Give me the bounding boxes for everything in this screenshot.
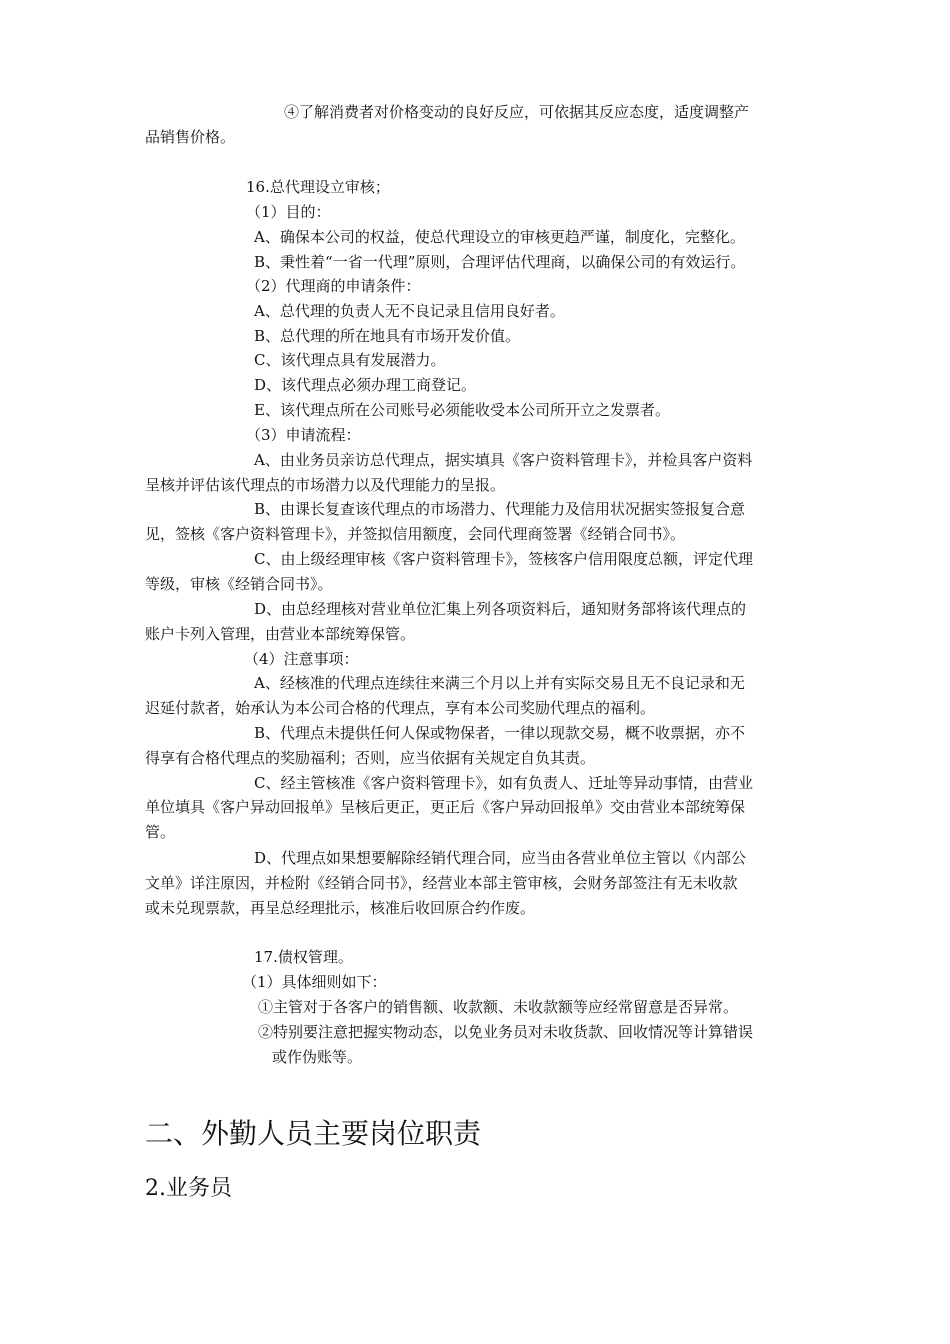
text-line: 等级，审核《经销合同书》。 [145,575,333,593]
text-line: 呈核并评估该代理点的市场潜力以及代理能力的呈报。 [145,476,506,494]
text-line: 或作伪账等。 [272,1048,363,1066]
text-line: （2）代理商的申请条件： [246,277,421,295]
text-line: （1）具体细则如下： [242,973,387,991]
text-line: 得享有合格代理点的奖励福利；否则，应当依据有关规定自负其责。 [145,749,596,767]
text-line: B、代理点未提供任何人保或物保者，一律以现款交易，概不收票据，亦不 [254,724,746,742]
text-line: （1）目的： [246,203,331,221]
text-line: ④了解消费者对价格变动的良好反应，可依据其反应态度，适度调整产 [284,103,750,121]
text-line: A、由业务员亲访总代理点，据实填具《客户资料管理卡》，并检具客户资料 [254,451,753,469]
section-title: 17.债权管理。 [254,948,353,966]
text-line: 品销售价格。 [145,128,236,146]
section-title: 16.总代理设立审核； [246,178,390,196]
text-line: 管。 [145,823,176,841]
text-line: ①主管对于各客户的销售额、收款额、未收款额等应经常留意是否异常。 [258,998,739,1016]
text-line: C、由上级经理审核《客户资料管理卡》，签核客户信用限度总额，评定代理 [254,550,753,568]
text-line: E、该代理点所在公司账号必须能收受本公司所开立之发票者。 [254,401,670,419]
text-line: ②特别要注意把握实物动态，以免业务员对未收货款、回收情况等计算错误 [258,1023,754,1041]
text-line: 账户卡列入管理，由营业本部统筹保管。 [145,625,416,643]
text-line: D、该代理点必须办理工商登记。 [254,376,477,394]
text-line: A、经核准的代理点连续往来满三个月以上并有实际交易且无不良记录和无 [254,674,745,692]
text-line: 单位填具《客户异动回报单》呈核后更正，更正后《客户异动回报单》交由营业本部统筹保 [145,798,746,816]
text-line: 或未兑现票款，再呈总经理批示，核准后收回原合约作废。 [145,899,536,917]
text-line: 文单》详注原因，并检附《经销合同书》，经营业本部主管审核，会财务部签注有无未收款 [145,874,738,892]
text-line: 迟延付款者，始承认为本公司合格的代理点，享有本公司奖励代理点的福利。 [145,699,656,717]
heading-sub: 2.业务员 [145,1176,232,1201]
text-line: A、总代理的负责人无不良记录且信用良好者。 [254,302,565,320]
text-line: B、秉性着“一省一代理”原则，合理评估代理商，以确保公司的有效运行。 [254,253,746,271]
text-line: D、由总经理核对营业单位汇集上列各项资料后，通知财务部将该代理点的 [254,600,747,618]
text-line: B、由课长复查该代理点的市场潜力、代理能力及信用状况据实签报复合意 [254,500,746,518]
text-line: B、总代理的所在地具有市场开发价值。 [254,327,521,345]
text-line: C、该代理点具有发展潜力。 [254,351,446,369]
text-line: （4）注意事项： [244,650,359,668]
text-line: （3）申请流程： [246,426,361,444]
text-line: D、代理点如果想要解除经销代理合同，应当由各营业单位主管以《内部公 [254,849,747,867]
text-line: C、经主管核准《客户资料管理卡》，如有负责人、迁址等异动事情，由营业 [254,774,753,792]
text-line: A、确保本公司的权益，使总代理设立的审核更趋严谨，制度化，完整化。 [254,228,745,246]
heading-main: 二、外勤人员主要岗位职责 [145,1117,482,1150]
text-line: 见，签核《客户资料管理卡》，并签拟信用额度，会同代理商签署《经销合同书》。 [145,525,686,543]
